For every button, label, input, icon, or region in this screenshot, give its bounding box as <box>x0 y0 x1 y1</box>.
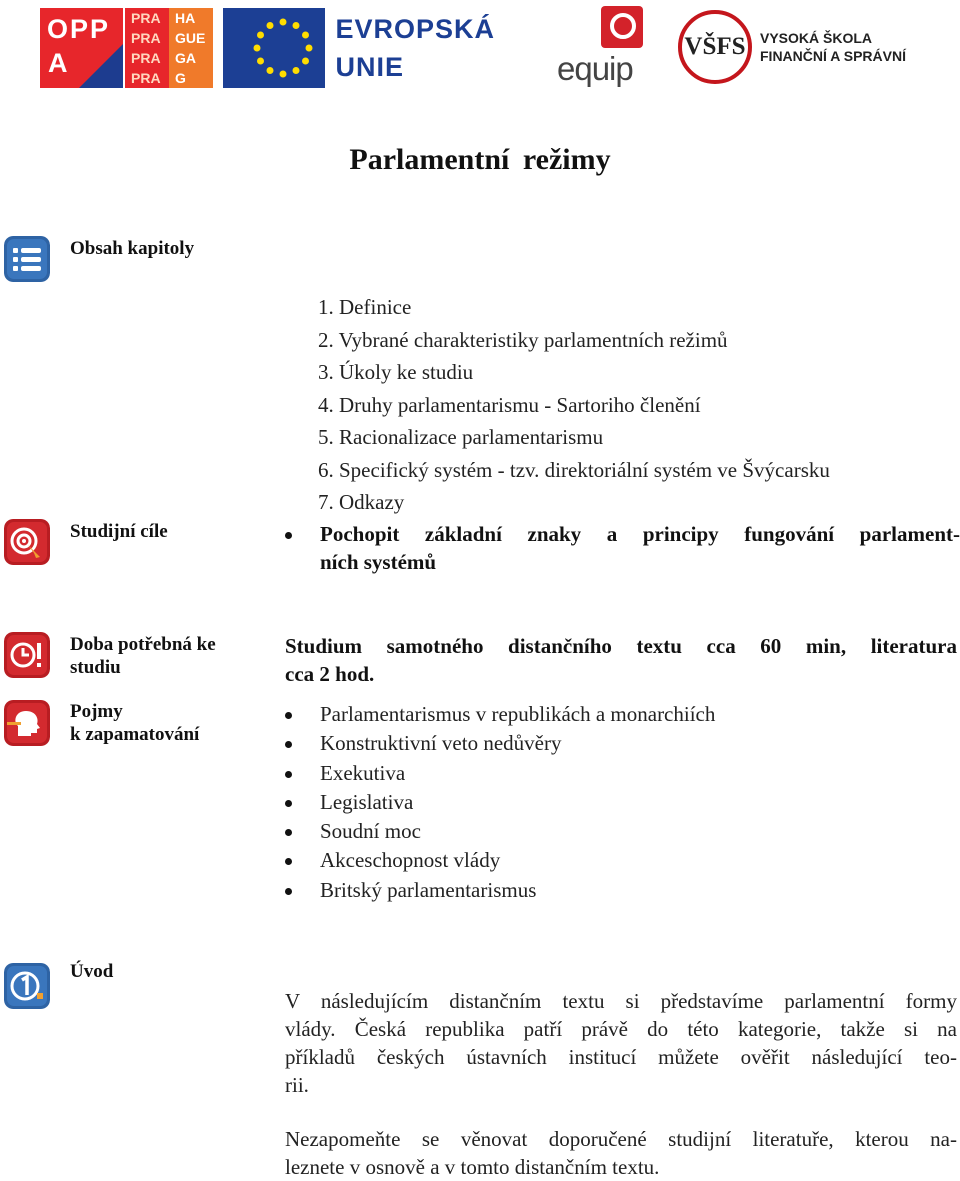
paragraph-line: příkladů českých ústavních institucí můžete ověřit následující teo- <box>285 1045 957 1069</box>
list-item: 7. Odkazy <box>318 490 405 514</box>
paragraph-line: Nezapomeňte se věnovat doporučené studijní literatuře, kterou na- <box>285 1127 957 1151</box>
opp-grid-text: PRA <box>131 30 161 46</box>
eu-logo-text <box>335 10 495 86</box>
study-goal <box>285 520 960 576</box>
list-item: 2. Vybrané charakteristiky parlamentních režimů <box>318 327 728 352</box>
list-item: 5. Racionalizace parlamentarismu <box>318 425 604 449</box>
list-item: Britský parlamentarismus <box>285 876 715 905</box>
study-time-line: cca 2 hod. <box>285 662 375 686</box>
paragraph-line: rii. <box>285 1073 309 1097</box>
opp-grid-text: PRA <box>131 70 161 86</box>
opp-logo-grid <box>123 8 213 88</box>
terms-label-line: Pojmy <box>70 701 123 722</box>
eu-logo <box>223 8 495 88</box>
opp-logo-text: OPP <box>47 14 111 44</box>
intro-paragraph <box>285 987 957 1099</box>
target-icon <box>4 519 50 565</box>
paragraph-line: leznete v osnově a v tomto distančním textu. <box>285 1155 660 1179</box>
opp-grid-text: GA <box>169 48 213 68</box>
vsfs-logo <box>678 6 918 88</box>
head-icon <box>4 700 50 746</box>
list-item: 6. Specifický systém - tzv. direktoriální systém ve Švýcarsku <box>318 457 830 482</box>
list-item: Konstruktivní veto nedůvěry <box>285 729 715 758</box>
opp-grid-text: G <box>169 68 213 88</box>
opp-praha-logo <box>40 8 213 88</box>
opp-grid-text: GUE <box>169 28 213 48</box>
terms-label <box>70 700 199 746</box>
list-item: Soudní moc <box>285 817 715 846</box>
study-time-label-line: Doba potřebná ke <box>70 634 216 655</box>
list-item: Akceschopnost vlády <box>285 846 715 875</box>
vsfs-logo-mark: VŠFS <box>678 10 752 84</box>
opp-grid-text: PRA <box>131 50 161 66</box>
terms-list <box>285 700 715 905</box>
goal-line: Pochopit základní znaky a principy fungování parlament- <box>320 522 960 546</box>
contents-list <box>318 291 830 519</box>
equip-logo-mark <box>601 6 643 48</box>
list-item: 1. Definice <box>318 295 412 319</box>
page-title: Parlamentní režimy <box>349 143 611 176</box>
goal-line: ních systémů <box>320 550 437 574</box>
list-item: Exekutiva <box>285 759 715 788</box>
opp-grid-text: PRA <box>131 10 161 26</box>
study-time-label <box>70 633 216 679</box>
study-time-text <box>285 632 957 688</box>
list-item: 3. Úkoly ke studiu <box>318 360 474 384</box>
contents-label: Obsah kapitoly <box>70 238 195 259</box>
eu-line-2: UNIE <box>335 52 404 82</box>
equip-logo <box>555 6 655 88</box>
study-time-line: Studium samotného distančního textu cca 60 min, literatura <box>285 634 957 658</box>
list-icon <box>4 236 50 282</box>
vsfs-logo-text <box>760 29 906 65</box>
literature-paragraph <box>285 1125 957 1181</box>
list-item: Legislativa <box>285 788 715 817</box>
eu-line-1: EVROPSKÁ <box>335 14 495 44</box>
vsfs-line-1: VYSOKÁ ŠKOLA <box>760 30 873 46</box>
paragraph-line: vlády. Česká republika patří právě do této kategorie, takže si na <box>285 1017 957 1041</box>
opp-logo-mark <box>40 8 123 88</box>
vsfs-line-2: FINANČNÍ A SPRÁVNÍ <box>760 48 906 64</box>
terms-label-line: k zapamatování <box>70 724 200 745</box>
list-item: 4. Druhy parlamentarismu - Sartoriho členění <box>318 392 701 417</box>
eu-flag-icon <box>223 8 325 88</box>
study-time-label-line: studiu <box>70 657 121 678</box>
opp-grid-text: HA <box>169 8 213 28</box>
number-one-icon <box>4 963 50 1009</box>
equip-logo-text: equip <box>557 50 633 87</box>
list-item: Parlamentarismus v republikách a monarchiích <box>285 700 715 729</box>
opp-logo-text: A <box>48 48 68 78</box>
intro-label: Úvod <box>70 961 114 982</box>
paragraph-line: V následujícím distančním textu si představíme parlamentní formy <box>285 989 957 1013</box>
goals-label: Studijní cíle <box>70 521 168 542</box>
clock-alert-icon <box>4 632 50 678</box>
